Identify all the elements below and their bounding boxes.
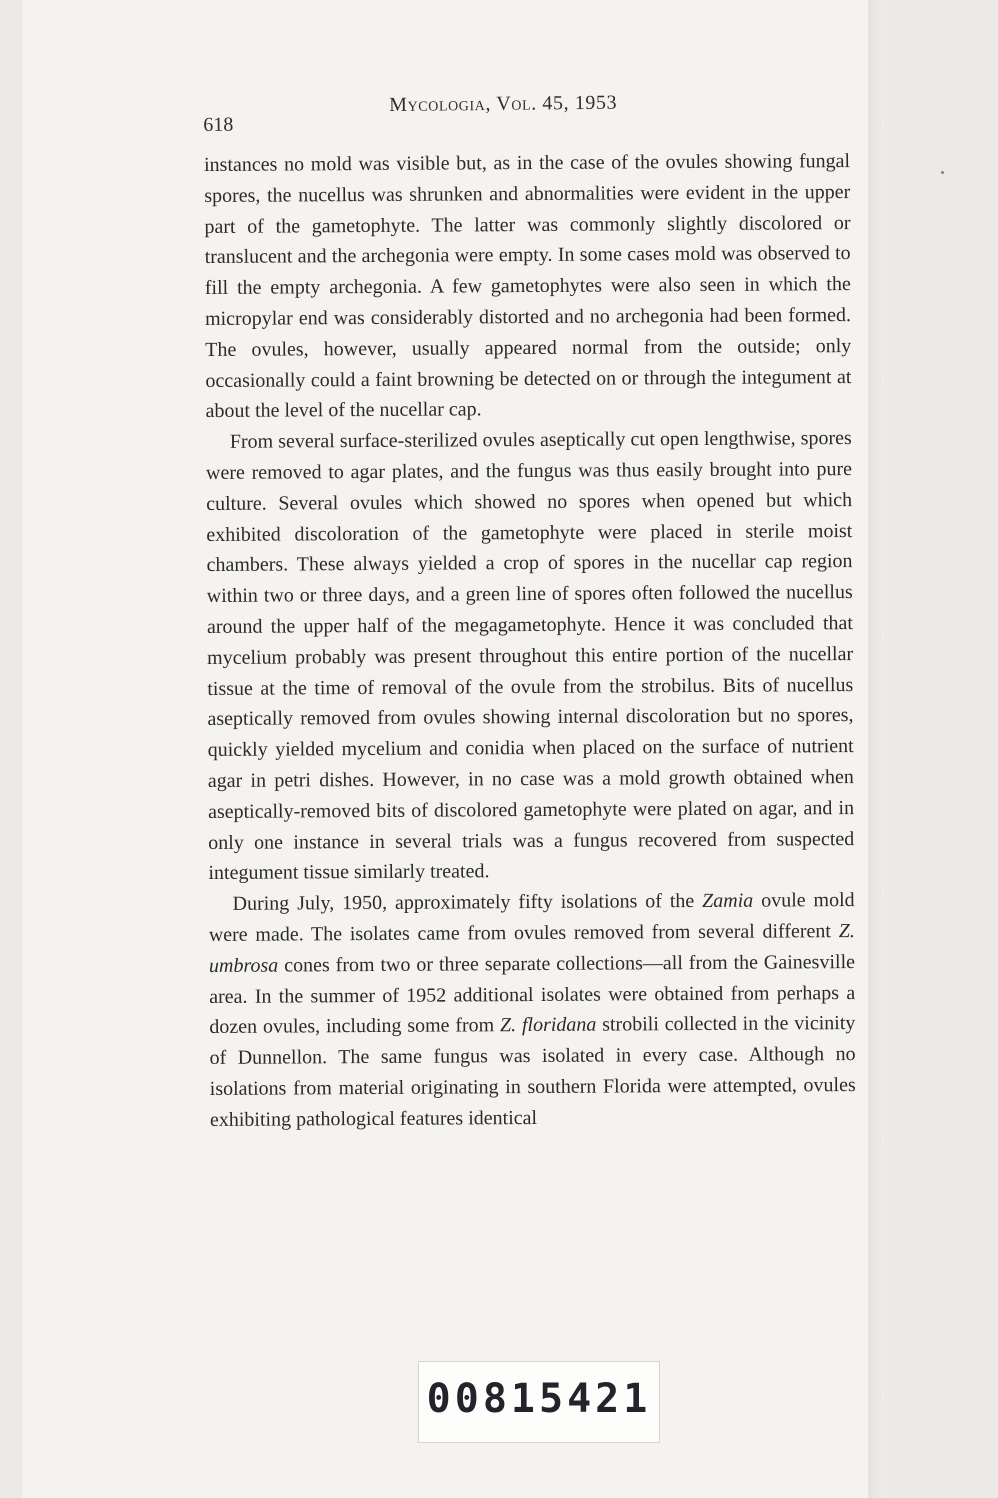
paragraph — [206, 423, 855, 889]
running-head: Mycologia, Vol. 45, 1953 — [389, 91, 618, 117]
page-edge — [868, 0, 884, 1498]
text-run: instances no mold was visible but, as in the case of the ovules showing fungal spores, the nucellus was shrunken and abnormalities were evident in the upper part of the gametophyte. The latter was commonly slightly discolored or translucent and the archegonia were empty. In some cases mold was observed to fill the empty archegonia. A few gametophytes were also seen in which the micropylar end was considerably distorted and no archegonia had been formed. The ovules, however, usually appeared normal from the outside; only occasionally could a faint browning be detected on or through the integument at about the level of the nucellar cap. — [204, 150, 852, 423]
text-run: During July, 1950, approximately fifty isolations of the — [232, 890, 703, 915]
page-number: 618 — [203, 113, 234, 136]
text-run: ovule mold were made. The isolates came from ovules removed from several different — [208, 889, 855, 946]
species-name: Zamia — [702, 889, 754, 913]
dust-speck — [941, 171, 944, 174]
text-run: strobili collected in the vicinity of Dunnellon. The same fungus was isolated in every case. Although no isolations from material originating in southern Florida were attempted, ovules exhibiting pathological features identical — [209, 1012, 856, 1131]
species-name: Z. umbrosa — [208, 919, 855, 977]
paragraph — [209, 885, 856, 1135]
paragraph — [204, 146, 852, 427]
body-text — [204, 146, 856, 1135]
species-name: Z. floridana — [499, 1013, 597, 1037]
specimen-barcode-label — [418, 1361, 660, 1443]
text-run: cones from two or three separate collections—all from the Gainesville area. In the summer of 1952 additional isolates were obtained from perhaps a dozen ovules, including some from — [209, 950, 856, 1039]
text-run: From several surface-sterilized ovules aseptically cut open lengthwise, spores were removed to agar plates, and the fungus was thus easily brought into pure culture. Several ovules which showed no spores when opened but which exhibited discoloration of the gametophyte were placed in sterile moist chambers. These always yielded a crop of spores in the nucellar cap region within two or three days, and a green line of spores often followed the nucellus around the upper half of the megagametophyte. Hence it was concluded that mycelium probably was present throughout this entire portion of the nucellar tissue at the time of removal of the ovule from the strobilus. Bits of nucellus aseptically removed from ovules showing internal discoloration but no spores, quickly yielded mycelium and conidia when placed on the surface of nutrient agar in petri dishes. However, in no case was a mold growth obtained when aseptically-removed bits of discolored gametophyte were plated on agar, and in only one instance in several trials was a fungus recovered from suspected integument tissue similarly treated. — [205, 427, 855, 885]
specimen-number: 00815421 — [426, 1376, 652, 1422]
page-header — [203, 85, 848, 136]
